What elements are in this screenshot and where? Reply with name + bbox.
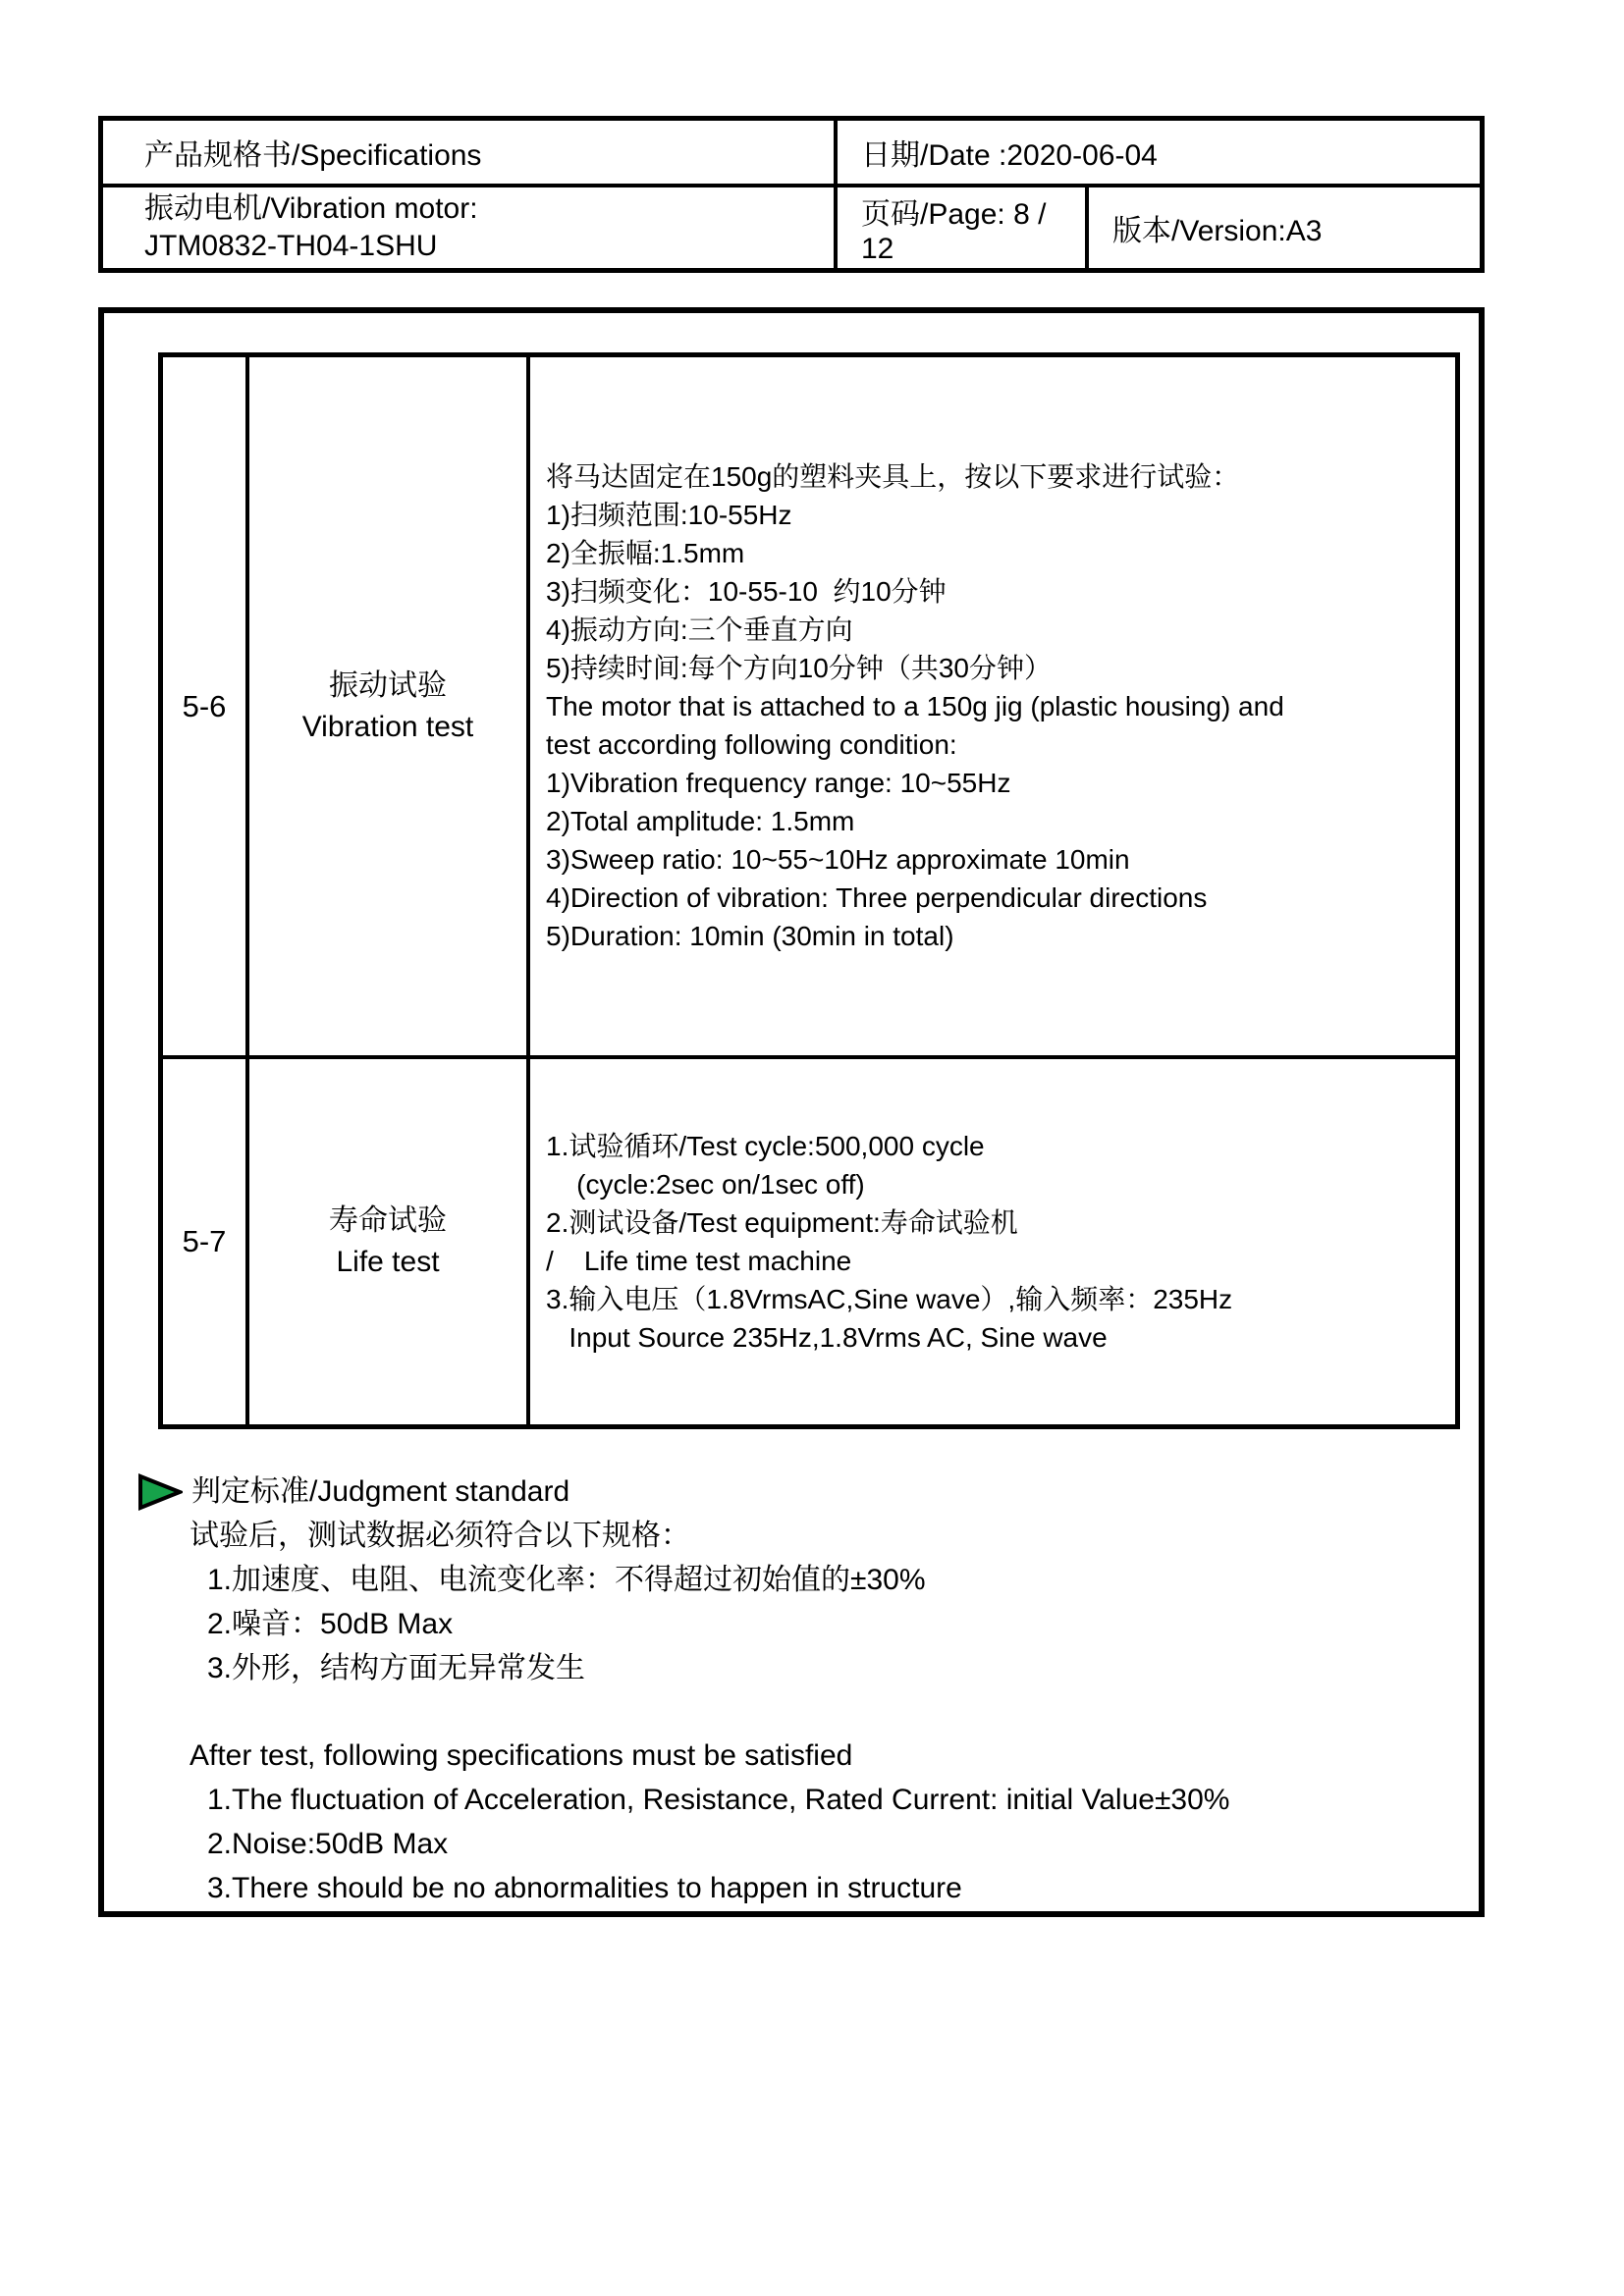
text-line: 3.外形，结构方面无异常发生 bbox=[207, 1652, 586, 1684]
test-name-en: Life test bbox=[336, 1246, 440, 1278]
judgment-intro-zh: 试验后，测试数据必须符合以下规格： bbox=[189, 1520, 690, 1552]
text-line: 1.加速度、电阻、电流变化率：不得超过初始值的±30% bbox=[207, 1564, 926, 1596]
text-line: 1.The fluctuation of Acceleration, Resistance, Rated Current: initial Value±30% bbox=[207, 1784, 1230, 1816]
text-line: 1)Vibration frequency range: 10~55Hz bbox=[546, 768, 1011, 798]
text-line: 2.噪音：50dB Max bbox=[207, 1608, 454, 1640]
content-box bbox=[98, 307, 1485, 1917]
text-line: The motor that is attached to a 150g jig (plastic housing) and bbox=[546, 691, 1284, 721]
text-line: test according following condition: bbox=[546, 729, 957, 760]
header-table bbox=[98, 116, 1485, 273]
text-line: 3)Sweep ratio: 10~55~10Hz approximate 10min bbox=[546, 844, 1130, 875]
judgment-title: 判定标准/Judgment standard bbox=[191, 1475, 570, 1508]
test-name-zh: 振动试验 bbox=[329, 668, 447, 702]
text-line: 2)Total amplitude: 1.5mm bbox=[546, 806, 855, 836]
test-name-cell bbox=[249, 1059, 530, 1424]
motor-label bbox=[103, 187, 838, 268]
test-name-cell bbox=[249, 357, 530, 1059]
text-line: 2.Noise:50dB Max bbox=[207, 1828, 449, 1860]
text-line: Input Source 235Hz,1.8Vrms AC, Sine wave bbox=[546, 1322, 1108, 1353]
text-line: 5)Duration: 10min (30min in total) bbox=[546, 921, 954, 951]
text-line: 将马达固定在150g的塑料夹具上，按以下要求进行试验： bbox=[546, 461, 1240, 492]
motor-label-line1: 振动电机/Vibration motor: bbox=[144, 192, 478, 225]
judgment-intro-en: After test, following specifications must be satisfied bbox=[189, 1739, 853, 1772]
triangle-marker-icon bbox=[137, 1472, 183, 1512]
date-label: 日期/Date :2020-06-04 bbox=[838, 121, 1480, 187]
judgment-section bbox=[137, 1469, 1229, 1910]
row-id-cell: 5-6 bbox=[163, 357, 249, 1059]
judgment-title-row bbox=[137, 1469, 1229, 1514]
test-description-cell bbox=[530, 357, 1455, 1059]
judgment-items-zh bbox=[137, 1558, 1229, 1690]
spacer bbox=[137, 1690, 1229, 1734]
text-line: 3.There should be no abnormalities to happen in structure bbox=[207, 1872, 962, 1904]
test-name-zh: 寿命试验 bbox=[329, 1204, 447, 1237]
page-number-label: 页码/Page: 8 / 12 bbox=[838, 187, 1089, 268]
text-line: 4)振动方向:三个垂直方向 bbox=[546, 614, 853, 645]
text-line: 2.测试设备/Test equipment:寿命试验机 bbox=[546, 1207, 1018, 1238]
judgment-items-en bbox=[137, 1778, 1229, 1910]
text-line: 3)扫频变化：10-55-10 约10分钟 bbox=[546, 576, 947, 607]
text-line: (cycle:2sec on/1sec off) bbox=[546, 1169, 865, 1200]
spec-title: 产品规格书/Specifications bbox=[103, 121, 838, 187]
text-line: 1)扫频范围:10-55Hz bbox=[546, 500, 792, 530]
text-line: 2)全振幅:1.5mm bbox=[546, 538, 745, 568]
text-line: 3.输入电压（1.8VrmsAC,Sine wave）,输入频率：235Hz bbox=[546, 1284, 1233, 1314]
test-description-cell bbox=[530, 1059, 1455, 1424]
version-label: 版本/Version:A3 bbox=[1112, 215, 1323, 247]
row-id-cell: 5-7 bbox=[163, 1059, 249, 1424]
text-line: 1.试验循环/Test cycle:500,000 cycle bbox=[546, 1131, 985, 1161]
text-line: 4)Direction of vibration: Three perpendicular directions bbox=[546, 882, 1208, 913]
spec-table bbox=[158, 352, 1460, 1429]
test-name-en: Vibration test bbox=[301, 710, 474, 743]
text-line: / Life time test machine bbox=[546, 1246, 852, 1276]
motor-model-number: JTM0832-TH04-1SHU bbox=[144, 230, 438, 262]
text-line: 5)持续时间:每个方向10分钟（共30分钟） bbox=[546, 653, 1052, 683]
